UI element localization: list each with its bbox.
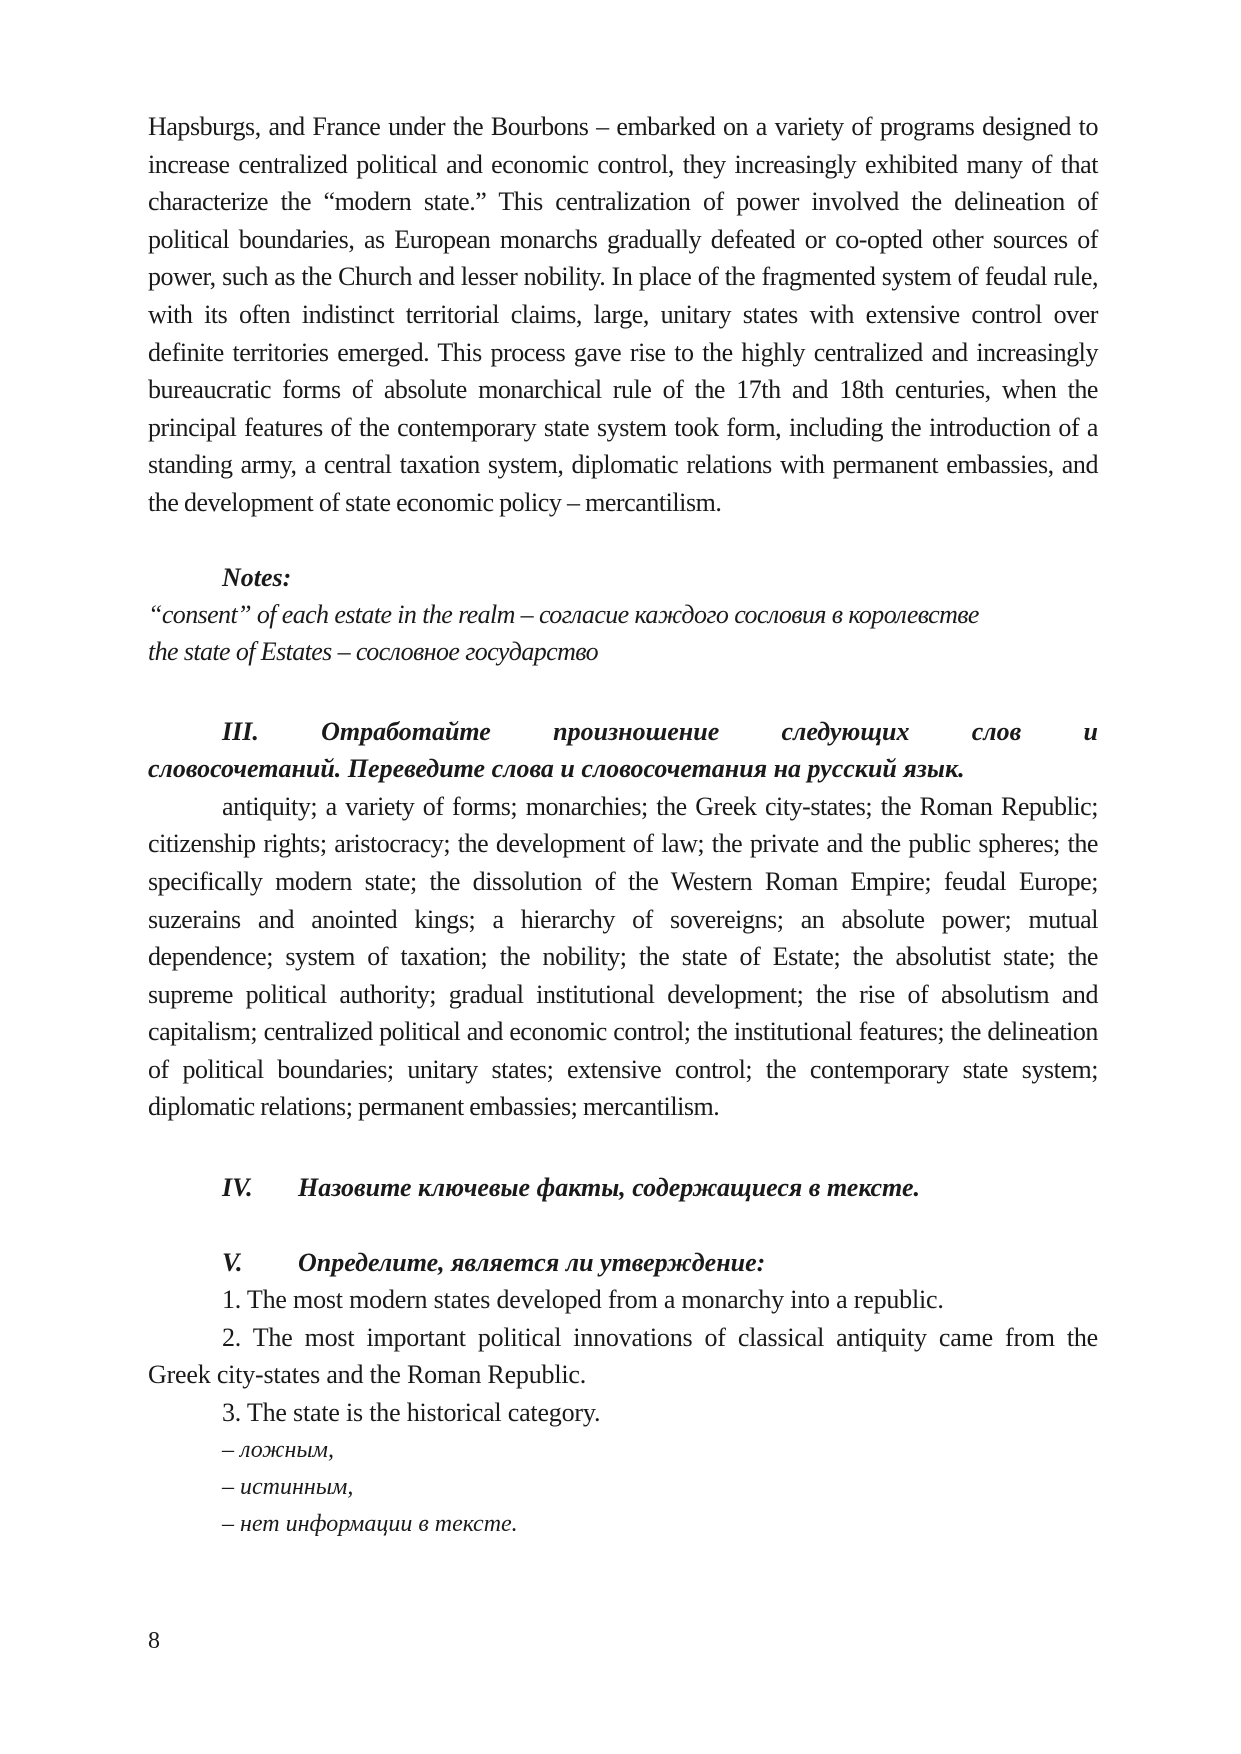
notes-title: Notes: — [222, 562, 292, 592]
heading-word: следующих — [781, 716, 910, 746]
task-4-heading — [148, 1169, 1098, 1207]
note-item: the state of Estates – сословное государство — [148, 636, 598, 666]
heading-word: Отработайте — [321, 716, 491, 746]
answer-option-no-info: – нет информации в тексте. — [222, 1510, 518, 1537]
task-3-heading — [148, 713, 1098, 788]
document-page — [148, 108, 1098, 1543]
task-5-heading — [148, 1244, 1098, 1282]
answer-option-true: – истинным, — [222, 1473, 354, 1500]
task-3-section — [148, 713, 1098, 1127]
task-3-heading-line1 — [148, 713, 1098, 751]
statement-item: 2. The most important political innovations of classical antiquity came from the Greek city-states and the Roman Republic. — [148, 1322, 1098, 1390]
statement-item: 3. The state is the historical category. — [222, 1398, 601, 1428]
task-3-number: III. — [222, 716, 259, 746]
heading-word: произношение — [553, 716, 720, 746]
task-5-section — [148, 1244, 1098, 1543]
heading-word: слов — [971, 716, 1022, 746]
statement-item: 1. The most modern states developed from a monarchy into a republic. — [222, 1285, 944, 1315]
notes-section — [148, 559, 1098, 670]
vocabulary-list: antiquity; a variety of forms; monarchies; the Greek city-states; the Roman Republic; citizenship rights; aristocracy; the development of law; the private and the public spheres; the specifically modern state; the dissolution of the Western Roman Empire; feudal Europe; suzerains and anointed kings; a hierarchy of sovereigns; an absolute power; mutual dependence; system of taxation; the nobility; the state of Estate; the absolutist state; the supreme political authority; gradual institutional development; the rise of absolutism and capitalism; centralized political and economic control; the institutional features; the delineation of political boundaries; unitary states; extensive control; the contemporary state system; diplomatic relations; permanent embassies; mercantilism. — [148, 791, 1098, 1122]
page-number: 8 — [148, 1628, 160, 1654]
task-3-heading-line2: словосочетаний. Переведите слова и словосочетания на русский язык. — [148, 754, 965, 784]
task-4-number: IV. — [222, 1173, 253, 1203]
body-paragraph: Hapsburgs, and France under the Bourbons – embarked on a variety of programs designed to increase centralized political and economic control, they increasingly exhibited many of that characterize the “modern state.” This centralization of power involved the delineation of political boundaries, as European monarchs gradually defeated or co-opted other sources of power, such as the Church and lesser nobility. In place of the fragmented system of feudal rule, with its often indistinct territorial claims, large, unitary states with extensive control over definite territories emerged. This process gave rise to the highly centralized and increasingly bureaucratic forms of absolute monarchical rule of the 17th and 18th centuries, when the principal features of the contemporary state system took form, including the introduction of a standing army, a central taxation system, diplomatic relations with permanent embassies, and the development of state economic policy – mercantilism. — [148, 112, 1098, 517]
heading-word: и — [1083, 716, 1098, 746]
task-5-text: Определите, является ли утверждение: — [298, 1247, 766, 1277]
task-4-text: Назовите ключевые факты, содержащиеся в тексте. — [298, 1173, 920, 1203]
task-5-number: V. — [222, 1247, 243, 1277]
task-4-section — [148, 1169, 1098, 1207]
answer-option-false: – ложным, — [222, 1436, 334, 1463]
note-item: “consent” of each estate in the realm – согласие каждого сословия в королевстве — [148, 599, 979, 629]
